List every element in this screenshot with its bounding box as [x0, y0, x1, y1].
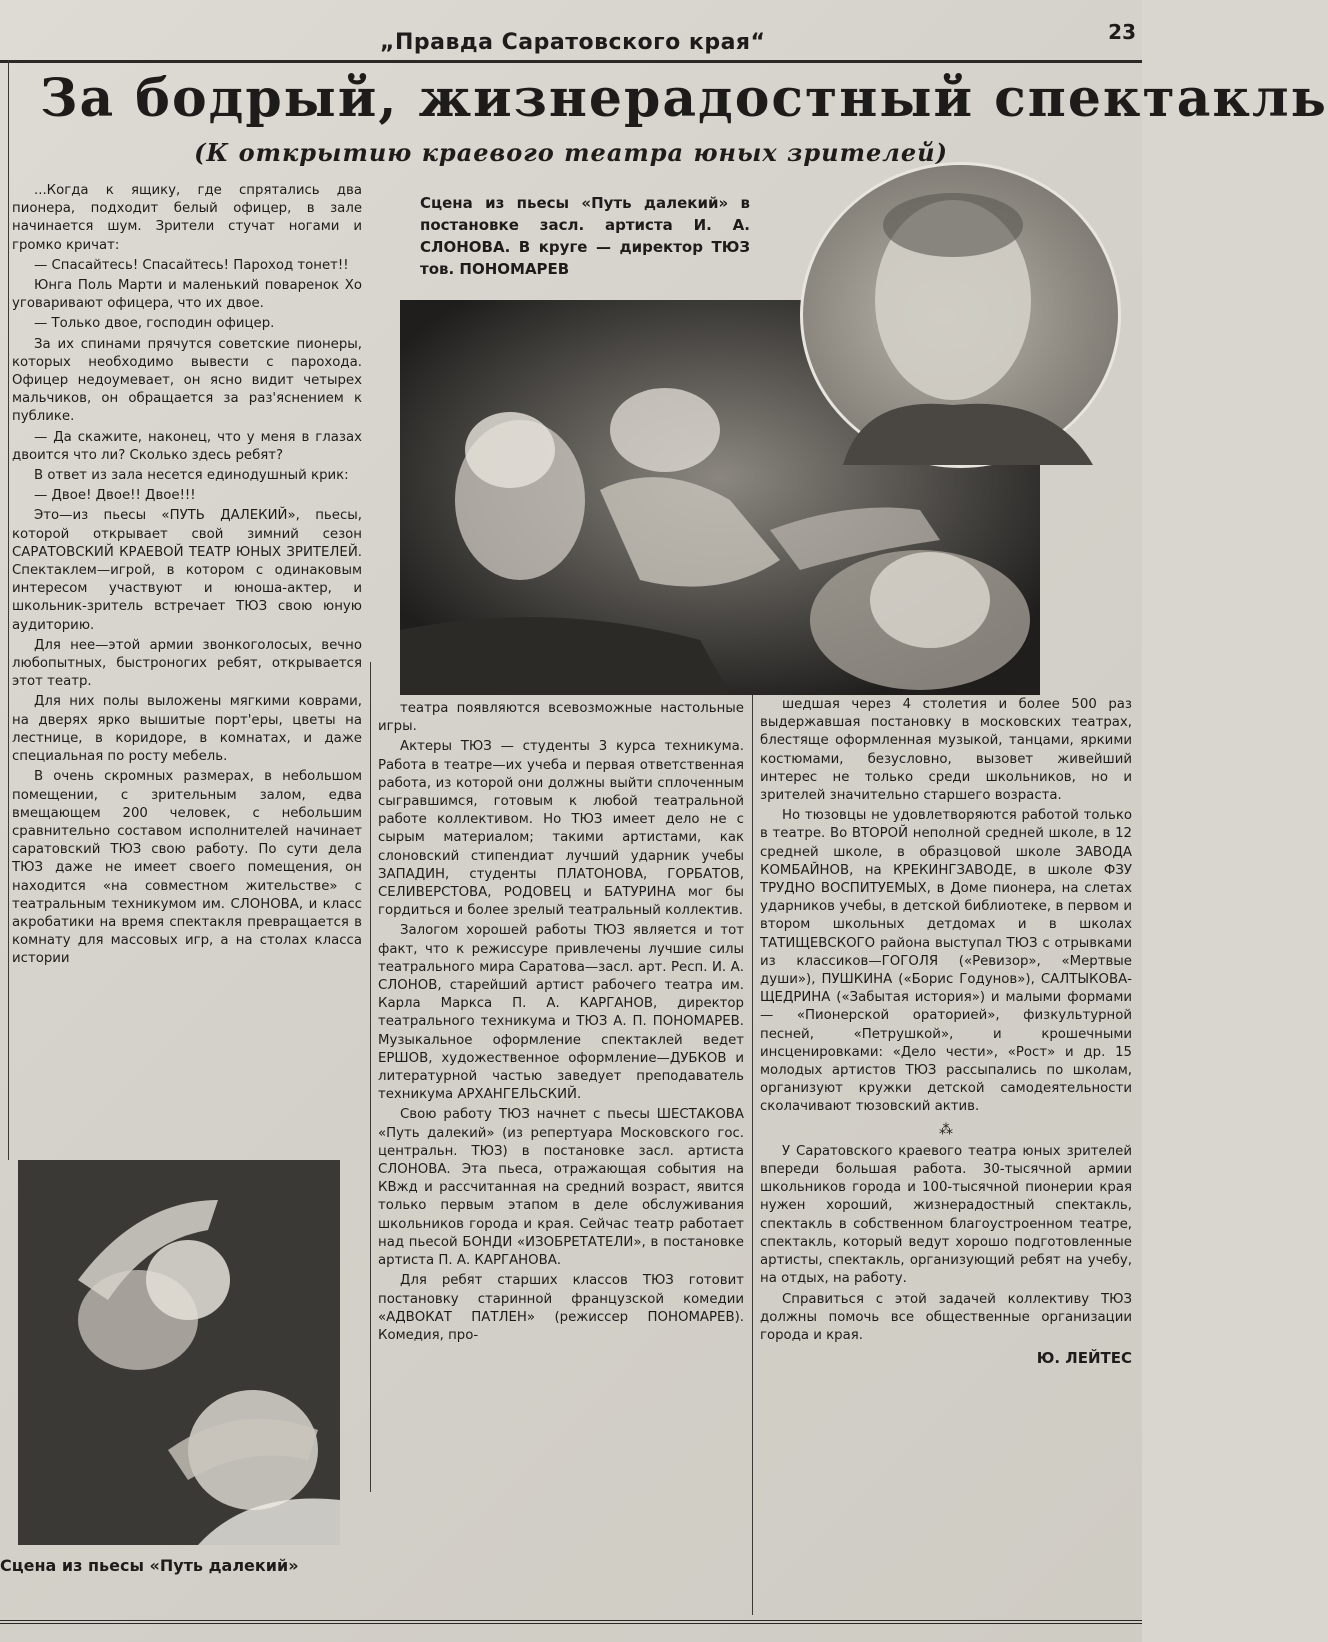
article-paragraph: ...Когда к ящику, где спрятались два пионера, подходит белый офицер, в зале начинается шум. Зрители стучат ногами и громко кричат:	[12, 183, 362, 253]
article-paragraph: Для них полы выложены мягкими коврами, на дверях ярко вышитые порт'еры, цветы на лестнице, в коридоре, в комнатах, и даже специальная по росту мебель.	[12, 694, 362, 765]
scene-photo-bottom	[18, 1160, 340, 1545]
column-divider	[370, 662, 371, 1492]
article-paragraph: В ответ из зала несется единодушный крик:	[34, 468, 349, 484]
article-paragraph: Для нее—этой армии звонкоголосых, вечно любопытных, быстроногих ребят, открывается этот театр.	[12, 637, 362, 690]
section-separator: ⁂	[939, 1121, 953, 1138]
article-paragraph: шедшая через 4 столетия и более 500 раз выдержавшая постановку в московских театрах, блестяще оформленная музыкой, танцами, яркими костюмами, безусловно, вызовет живейший интерес не только среди школьников, но и зрителей значительно старшего возраста.	[760, 697, 1132, 804]
article-paragraph: театра появляются всевозможные настольные игры.	[378, 701, 744, 735]
article-subheadline: (К открытию краевого театра юных зрителей)	[194, 138, 948, 167]
page-number: 23	[1108, 20, 1136, 44]
article-paragraph: Это—из пьесы «ПУТЬ ДАЛЕКИЙ», пьесы, которой открывает свой зимний сезон САРАТОВСКИЙ КРАЕВОЙ ТЕАТР ЮНЫХ ЗРИТЕЛЕЙ. Спектаклем—игрой, в котором с одинаковым интересом участвуют и юноша-актер, и школьник-зритель встречает ТЮЗ свою юную аудиторию.	[12, 508, 362, 633]
article-paragraph: Для ребят старших классов ТЮЗ готовит постановку старинной французской комедии «АДВОКАТ ПАТЛЕН» (режиссер ПОНОМАРЕВ). Комедия, про-	[378, 1273, 744, 1343]
bottom-rule	[0, 1620, 1142, 1624]
article-paragraph: За их спинами прячутся советские пионеры, которых необходимо вывести с парохода. Офицер недоумевает, он ясно видит четырех мальчиков, он обращается за раз'яснением к публике.	[12, 336, 362, 425]
column-divider	[8, 60, 9, 1160]
article-paragraph: Юнга Поль Марти и маленький поваренок Хо уговаривают офицера, что их двое.	[12, 278, 362, 312]
author-signature: Ю. ЛЕЙТЕС	[1036, 1349, 1132, 1368]
article-paragraph: — Да скажите, наконец, что у меня в глазах двоится что ли? Сколько здесь ребят?	[12, 429, 362, 463]
article-column-2	[378, 700, 744, 1347]
article-paragraph: В очень скромных размерах, в небольшом помещении, с зрительным залом, едва вмещающем 200 человек, с небольшим сравнительно составом исполнителей начинает саратовский ТЮЗ свою работу. По сути дела ТЮЗ даже не имеет своего помещения, он находится «на совместном жительстве» с театральным техникумом им. СЛОНОВА, и класс акробатики на время спектакля превращается в комнату для массовых игр, а на столах класса истории	[12, 769, 362, 967]
article-headline: За бодрый, жизнерадостный спектакль	[40, 68, 1328, 129]
newspaper-masthead: „Правда Саратовского края“	[380, 30, 766, 55]
article-column-3	[760, 696, 1132, 1367]
top-photo-caption: Сцена из пьесы «Путь далекий» в постановке засл. артиста И. А. СЛОНОВА. В круге — директор ТЮЗ тов. ПОНОМАРЕВ	[420, 194, 750, 278]
column-divider	[752, 690, 753, 1615]
article-paragraph: Справиться с этой задачей коллективу ТЮЗ должны помочь все общественные организации города и края.	[760, 1291, 1132, 1343]
top-rule	[0, 60, 1142, 63]
article-paragraph: — Спасайтесь! Спасайтесь! Пароход тонет!!	[34, 257, 349, 273]
article-paragraph: Но тюзовцы не удовлетворяются работой только в театре. Во ВТОРОЙ неполной средней школе, в 12 средней школе, в образцовой школе ЗАВОДА КОМБАЙНОВ, на КРЕКИНГЗАВОДЕ, в школе ФЗУ ТРУДНО ВОСПИТУЕМЫХ, в Доме пионера, на слетах ударников учебы, в детской библиотеке, в первом и втором школьных детдомах и в школах ТАТИЩЕВСКОГО района выступал ТЮЗ с отрывками из классиков—ГОГОЛЯ («Ревизор», «Мертвые души»), ПУШКИНА («Борис Годунов»), САЛТЫКОВА-ЩЕДРИНА («Забытая история») и малыми формами — «Пионерской ораторией», физкультурной песней, «Петрушкой», и крошечными инсценировками: «Дело чести», «Рост» и др. 15 молодых артистов ТЮЗ рассыпались по школам, организуют кружки детской самодеятельности сколачивают тюзовский актив.	[760, 808, 1132, 1115]
article-column-1	[12, 182, 362, 971]
article-paragraph: — Только двое, господин офицер.	[34, 316, 275, 332]
article-paragraph: — Двое! Двое!! Двое!!!	[34, 488, 196, 504]
bottom-photo-caption: Сцена из пьесы «Путь далекий»	[0, 1556, 299, 1575]
article-paragraph: У Саратовского краевого театра юных зрителей впереди большая работа. 30-тысячной армии школьников города и 100-тысячной пионерии края нужен хороший, жизнерадостный спектакль, спектакль в собственном благоустроенном театре, спектакль, который ведут хорошо подготовленные артисты, спектакль, организующий ребят на учебу, на отдых, на работу.	[760, 1143, 1132, 1287]
article-paragraph: Свою работу ТЮЗ начнет с пьесы ШЕСТАКОВА «Путь далекий» (из репертуара Московского гос. центральн. ТЮЗ) в постановке засл. артиста СЛОНОВА. Эта пьеса, отражающая события на КВжд и рассчитанная на средний возраст, явится только первым этапом в деле обслуживания школьников города и края. Сейчас театр работает над пьесой БОНДИ «ИЗОБРЕТАТЕЛИ», в постановке артиста П. А. КАРГАНОВА.	[378, 1107, 744, 1269]
article-paragraph: Залогом хорошей работы ТЮЗ является и тот факт, что к режиссуре привлечены лучшие силы театрального мира Саратова—засл. арт. Респ. И. А. СЛОНОВ, старейший артист рабочего театра им. Карла Маркса П. А. КАРГАНОВ, директор театрального техникума и ТЮЗ А. П. ПОНОМАРЕВ. Музыкальное оформление спектаклей ведет ЕРШОВ, художественное оформление—ДУБКОВ и литературной частью заведует преподаватель техникума АРХАНГЕЛЬСКИЙ.	[378, 923, 744, 1103]
director-portrait-photo	[800, 162, 1121, 468]
article-paragraph: Актеры ТЮЗ — студенты 3 курса техникума. Работа в театре—их учеба и первая ответственная работа, из которой они должны выйти сплоченным сыгравшимся, готовым к любой театральной работе коллективом. Но ТЮЗ имеет дело не с сырым материалом; такими артистами, как слоновский стипендиат лучший ударник учебы ЗАПАДИН, студенты ПЛАТОНОВА, ГОРБАТОВ, СЕЛИВЕРСТОВА, РОДОВЕЦ и БАТУРИНА мог бы гордиться и более зрелый театральный коллектив.	[378, 739, 744, 919]
